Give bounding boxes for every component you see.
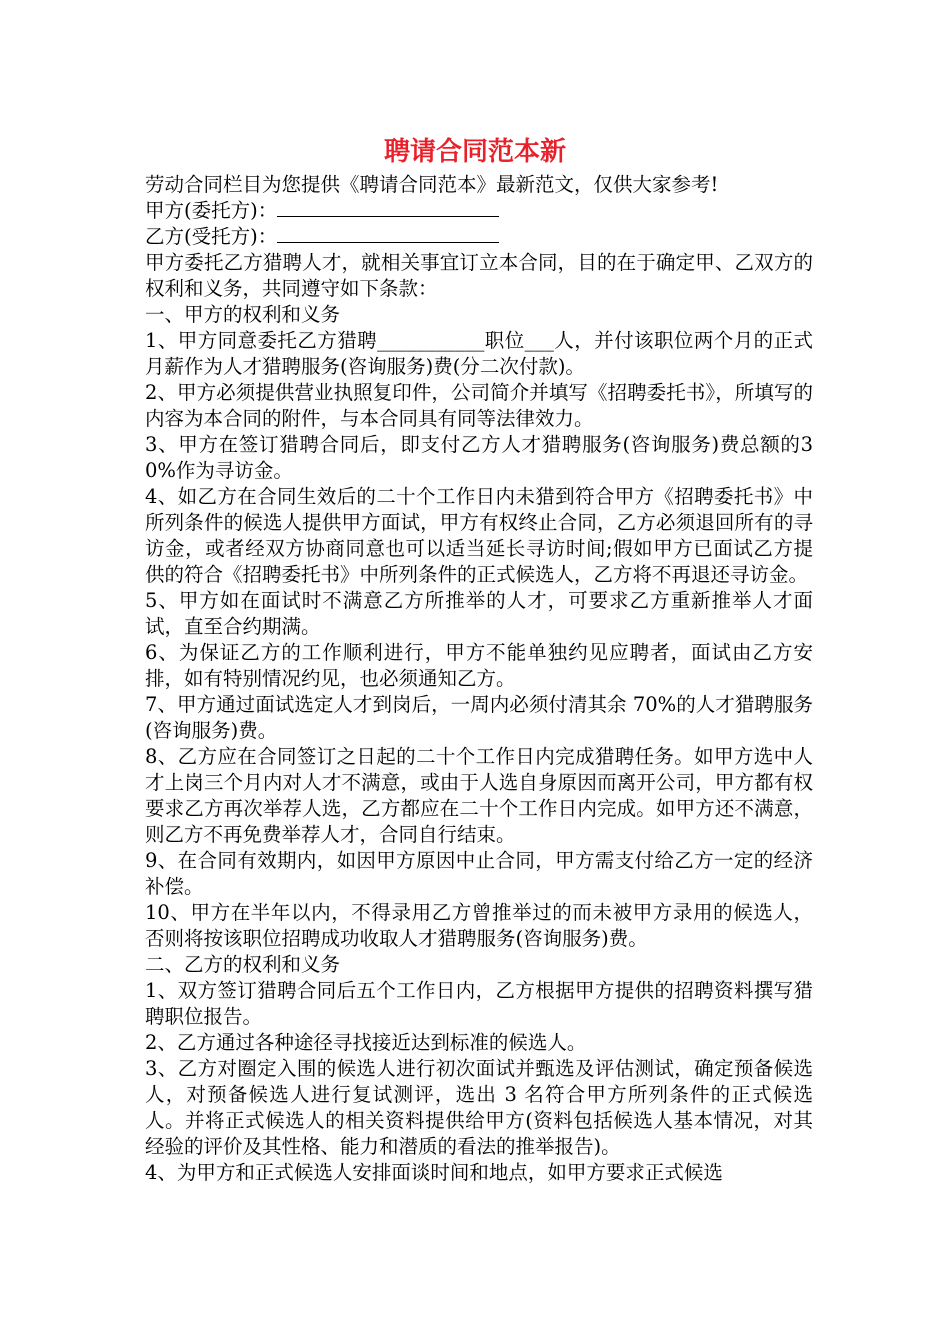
party-a-label: 甲方(委托方)：	[145, 199, 278, 222]
clause-paragraph: 1、双方签订猎聘合同后五个工作日内，乙方根据甲方提供的招聘资料撰写猎聘职位报告。	[145, 979, 813, 1028]
intro-paragraph: 劳动合同栏目为您提供《聘请合同范本》最新范文，仅供大家参考!	[145, 173, 719, 196]
clause-paragraph: 4、如乙方在合同生效后的二十个工作日内未猎到符合甲方《招聘委托书》中所列条件的候选人提供甲方面试，甲方有权终止合同，乙方必须退回所有的寻访金，或者经双方协商同意也可以适当延长寻访时间;假如甲方已面试乙方提供的符合《招聘委托书》中所列条件的正式候选人，乙方将不再退还寻访金。	[145, 485, 813, 586]
document-title: 聘请合同范本新	[383, 137, 566, 167]
party-a-blank	[277, 198, 499, 217]
clause-paragraph: 8、乙方应在合同签订之日起的二十个工作日内完成猎聘任务。如甲方选中人才上岗三个月内对人才不满意，或由于人选自身原因而离开公司，甲方都有权要求乙方再次举荐人选，乙方都应在二十个工作日内完成。如甲方还不满意，则乙方不再免费举荐人才，合同自行结束。	[145, 745, 813, 846]
clause-paragraph: 6、为保证乙方的工作顺利进行，甲方不能单独约见应聘者，面试由乙方安排，如有特别情况约见，也必须通知乙方。	[145, 641, 813, 690]
clause-paragraph: 1、甲方同意委托乙方猎聘___________职位___人，并付该职位两个月的正式月薪作为人才猎聘服务(咨询服务)费(分二次付款)。	[145, 329, 813, 378]
clause-paragraph: 2、甲方必须提供营业执照复印件，公司简介并填写《招聘委托书》，所填写的内容为本合同的附件，与本合同具有同等法律效力。	[145, 381, 813, 430]
clause-paragraph: 5、甲方如在面试时不满意乙方所推举的人才，可要求乙方重新推举人才面试，直至合约期满。	[145, 589, 813, 638]
clause-paragraph: 9、在合同有效期内，如因甲方原因中止合同，甲方需支付给乙方一定的经济补偿。	[145, 849, 813, 898]
party-b-label: 乙方(受托方)：	[145, 225, 278, 248]
party-b-blank	[277, 224, 499, 243]
section-1-heading: 一、甲方的权利和义务	[145, 303, 341, 326]
clause-paragraph: 4、为甲方和正式候选人安排面谈时间和地点，如甲方要求正式候选	[145, 1161, 723, 1184]
section-2-heading: 二、乙方的权利和义务	[145, 953, 341, 976]
clause-paragraph: 2、乙方通过各种途径寻找接近达到标准的候选人。	[145, 1031, 587, 1054]
document-body	[145, 172, 813, 1186]
preamble-paragraph: 甲方委托乙方猎聘人才，就相关事宜订立本合同，目的在于确定甲、乙双方的权利和义务，共同遵守如下条款：	[145, 251, 813, 300]
clause-paragraph: 7、甲方通过面试选定人才到岗后，一周内必须付清其余 70%的人才猎聘服务(咨询服务)费。	[145, 693, 813, 742]
clause-paragraph: 3、甲方在签订猎聘合同后，即支付乙方人才猎聘服务(咨询服务)费总额的30%作为寻访金。	[145, 433, 813, 482]
clause-paragraph: 3、乙方对圈定入围的候选人进行初次面试并甄选及评估测试，确定预备候选人，对预备候选人进行复试测评，选出 3 名符合甲方所列条件的正式候选人。并将正式候选人的相关资料提供给甲方(资料包括候选人基本情况，对其经验的评价及其性格、能力和潜质的看法的推举报告)。	[145, 1057, 813, 1158]
party-b-line	[145, 224, 813, 250]
party-a-line	[145, 198, 813, 224]
clause-paragraph: 10、甲方在半年以内，不得录用乙方曾推举过的而未被甲方录用的候选人，否则将按该职位招聘成功收取人才猎聘服务(咨询服务)费。	[145, 901, 813, 950]
